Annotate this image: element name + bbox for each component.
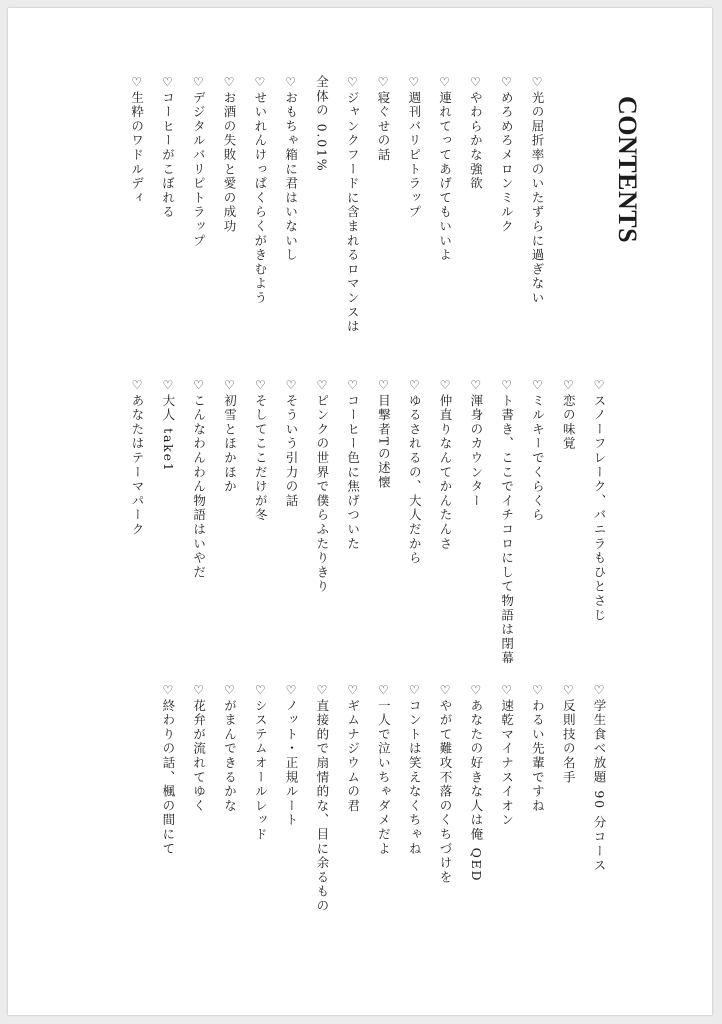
heart-icon: ♡	[407, 378, 422, 394]
heart-icon: ♡	[530, 75, 544, 91]
toc-entry-text: やがて難攻不落のくちづけを	[438, 698, 454, 885]
heart-icon: ♡	[530, 683, 545, 699]
toc-entry-text: 直接的で扇情的な、目に余るもの	[314, 698, 330, 914]
toc-entry	[460, 75, 491, 334]
toc-entry	[552, 683, 583, 913]
heart-icon: ♡	[191, 75, 206, 91]
toc-entry-text: 週刊バリピトラップ	[406, 90, 422, 220]
toc-entry-text: お酒の失敗と愛の成功	[222, 90, 238, 234]
heart-icon: ♡	[129, 75, 144, 91]
contents-title: CONTENTS	[613, 96, 642, 244]
toc-entry	[121, 75, 152, 334]
toc-entry	[214, 378, 245, 666]
toc-entry-text: 初雪とほかほか	[222, 393, 238, 494]
heart-icon: ♡	[222, 378, 237, 394]
toc-entry	[521, 75, 552, 334]
toc-entry-text: ゆるされるの、大人だから	[407, 393, 423, 566]
toc-entry	[429, 75, 460, 334]
toc-entry	[368, 683, 399, 913]
toc-entry-text: ギムナジウムの君	[345, 698, 361, 814]
toc-entry-text: コントは笑えなくちゃね	[407, 698, 423, 857]
heart-icon: ♡	[376, 75, 391, 91]
toc-entry-text: 全体の 0.01%	[314, 75, 330, 173]
toc-entry-text: ノット・正規ルート	[284, 698, 300, 828]
toc-entry	[182, 75, 213, 334]
heart-icon: ♡	[376, 378, 391, 394]
toc-entry	[460, 683, 491, 913]
heart-icon: ♡	[283, 75, 298, 91]
toc-entry	[367, 75, 398, 334]
toc-entry-text: 速乾マイナスイオン	[499, 698, 515, 828]
heart-icon: ♡	[438, 683, 453, 699]
toc-entry-text: 一人で泣いちゃダメだよ	[376, 698, 392, 857]
toc-entry	[552, 378, 583, 666]
toc-entry	[214, 683, 245, 913]
toc-entry	[368, 378, 399, 666]
toc-entry	[490, 75, 521, 334]
toc-entry	[152, 683, 183, 913]
heart-icon: ♡	[437, 75, 452, 91]
toc-entry-text: あなたの好きな人は俺 QED	[468, 698, 484, 883]
toc-entry-text: 大人 take1	[160, 393, 176, 473]
toc-entry-text: がまんできるかな	[222, 698, 238, 814]
toc-entry	[583, 378, 614, 666]
toc-entry	[183, 378, 214, 666]
toc-entry-text: ジャンクフードに含まれるロマンスは	[345, 90, 361, 334]
heart-icon: ♡	[468, 75, 483, 91]
toc-entry	[183, 683, 214, 913]
toc-entry	[337, 683, 368, 913]
heart-icon: ♡	[438, 378, 453, 394]
toc-entry-text: 連れてってあげてもいいよ	[437, 90, 453, 263]
heart-icon: ♡	[253, 683, 268, 699]
toc-entry-text: 渾身のカウンター	[468, 393, 484, 509]
toc-entry	[275, 683, 306, 913]
heart-icon: ♡	[160, 683, 175, 699]
toc-entry	[491, 683, 522, 913]
heart-icon: ♡	[468, 683, 483, 699]
toc-entry-text: スノーフレーク、バニラもひとさじ	[592, 393, 607, 623]
heart-icon: ♡	[345, 378, 360, 394]
toc-entry	[213, 75, 244, 334]
toc-entry	[398, 683, 429, 913]
toc-entry	[429, 378, 460, 666]
heart-icon: ♡	[561, 378, 576, 394]
heart-icon: ♡	[253, 378, 268, 394]
toc-entry	[152, 75, 183, 334]
toc-entry	[121, 378, 152, 666]
heart-icon: ♡	[191, 378, 206, 394]
toc-entry	[460, 378, 491, 666]
toc-entry	[398, 378, 429, 666]
heart-icon: ♡	[252, 75, 267, 91]
heart-icon: ♡	[592, 378, 606, 394]
toc-entry-text: 学生食べ放題 90 分コース	[592, 698, 607, 873]
toc-entry-text: そしてここだけが冬	[253, 393, 269, 523]
heart-icon: ♡	[160, 378, 175, 394]
heart-icon: ♡	[222, 75, 237, 91]
heart-icon: ♡	[592, 683, 606, 699]
toc-entry-text: ピンクの世界で僕らふたりきり	[314, 393, 330, 595]
toc-entry	[244, 75, 275, 334]
toc-entry	[337, 378, 368, 666]
toc-entry-text: 仲直りなんてかんたんさ	[438, 393, 454, 552]
heart-icon: ♡	[345, 75, 360, 91]
heart-icon: ♡	[284, 378, 299, 394]
toc-entry	[429, 683, 460, 913]
toc-entry	[491, 378, 522, 666]
heart-icon: ♡	[376, 683, 391, 699]
toc-entry-text: おもちゃ箱に君はいないし	[283, 90, 299, 263]
heart-icon: ♡	[314, 683, 329, 699]
toc-entry-text: ト書き、ここでイチコロにして物語は閉幕	[499, 393, 515, 666]
heart-icon: ♡	[499, 75, 514, 91]
toc-entry-text: わるい先輩ですね	[530, 698, 546, 814]
heart-icon: ♡	[191, 683, 206, 699]
heart-icon: ♡	[406, 75, 421, 91]
toc-entry-text: あなたはテーマパーク	[130, 393, 146, 537]
toc-entry-text: やわらかな強欲	[468, 90, 484, 191]
toc-entry-text: コーヒー色に焦げついた	[345, 393, 361, 552]
toc-entry-text: 寝ぐせの話	[376, 90, 392, 163]
toc-entry-text: ミルキーでくらくら	[530, 393, 546, 523]
toc-entry-text: 目撃者Tの述懐	[376, 393, 392, 490]
toc-entry-text: 生粋のワドルディ	[129, 90, 145, 206]
toc-entry-text: せいれんけっぱくらくがきむよう	[252, 90, 268, 306]
heart-icon: ♡	[222, 683, 237, 699]
heart-icon: ♡	[407, 683, 422, 699]
toc-entry	[306, 683, 337, 913]
toc-entry-text: 反則技の名手	[561, 698, 577, 785]
toc-entry-text: システムオールレッド	[253, 698, 269, 842]
toc-column-1	[128, 75, 552, 334]
toc-entry-text: めろめろメロンミルク	[499, 90, 515, 234]
heart-icon: ♡	[345, 683, 360, 699]
toc-entry-text: 花弁が流れてゆく	[191, 698, 207, 814]
toc-entry	[398, 75, 429, 334]
toc-entry	[336, 75, 367, 334]
toc-entry	[152, 378, 183, 666]
heart-icon: ♡	[499, 378, 514, 394]
toc-entry	[522, 683, 553, 913]
toc-entry	[244, 683, 275, 913]
heart-icon: ♡	[468, 378, 483, 394]
toc-entry	[583, 683, 614, 913]
toc-entry	[306, 75, 337, 334]
toc-column-3	[157, 683, 614, 913]
toc-entry	[522, 378, 553, 666]
toc-entry-text: こんなわんわん物語はいやだ	[191, 393, 207, 580]
toc-entry-text: 光の屈折率のいたずらに過ぎない	[530, 90, 545, 306]
heart-icon: ♡	[160, 75, 175, 91]
document-page	[8, 8, 712, 1015]
toc-entry-text: そういう引力の話	[284, 393, 300, 509]
toc-entry-text: 終わりの話、楓の間にて	[160, 698, 176, 857]
heart-icon: ♡	[284, 683, 299, 699]
toc-column-2	[128, 378, 614, 666]
heart-icon: ♡	[499, 683, 514, 699]
toc-entry	[306, 378, 337, 666]
toc-entry	[275, 75, 306, 334]
toc-entry-text: コーヒーがこぼれる	[160, 90, 176, 220]
toc-entry	[275, 378, 306, 666]
toc-entry-text: デジタルバリピトラップ	[191, 90, 207, 249]
heart-icon: ♡	[314, 378, 329, 394]
heart-icon: ♡	[561, 683, 576, 699]
toc-entry-text: 恋の味覚	[561, 393, 577, 452]
toc-entry	[244, 378, 275, 666]
heart-icon: ♡	[130, 378, 145, 394]
heart-icon: ♡	[530, 378, 545, 394]
